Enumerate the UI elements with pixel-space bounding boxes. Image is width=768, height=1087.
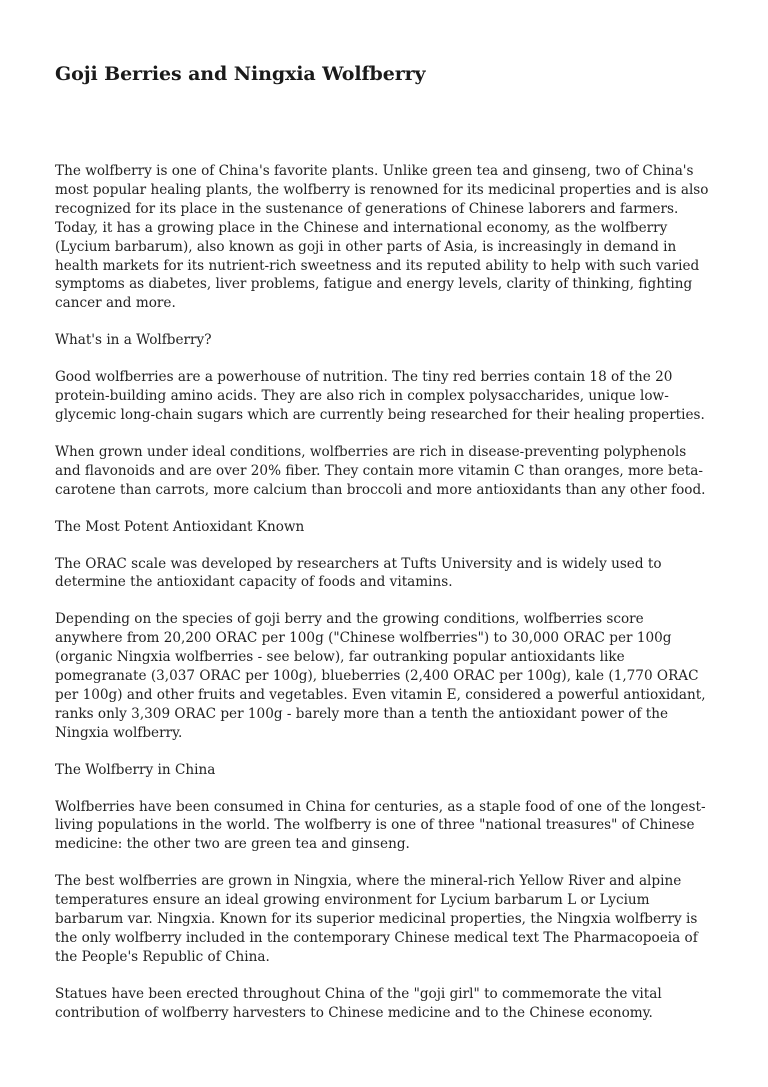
goji-girl-paragraph: Statues have been erected throughout China of the "goji girl" to commemorate the vital contribution of wolfberry harvesters to Chinese medicine and to the Chinese economy.	[55, 985, 662, 1021]
intro-paragraph: The wolfberry is one of China's favorite plants. Unlike green tea and ginseng, two of China's most popular healing plants, the wolfberry is renowned for its medicinal properties and is also recognized for its place in the sustenance of generations of Chinese laborers and farmers. Today, it has a growing place in the Chinese and international economy, as the wolfberry (Lycium barbarum), also known as goji in other parts of Asia, is increasingly in demand in health markets for its nutrient-rich sweetness and its reputed ability to help with such varied symptoms as diabetes, liver problems, fatigue and energy levels, clarity of thinking, fighting cancer and more.	[55, 163, 709, 312]
polyphenols-paragraph: When grown under ideal conditions, wolfberries are rich in disease-preventing polyphenols and flavonoids and are over 20% fiber. They contain more vitamin C than oranges, more beta-carotene than carrots, more calcium than broccoli and more antioxidants than any other food.	[55, 443, 706, 498]
section-heading-antioxidant: The Most Potent Antioxidant Known	[55, 518, 305, 535]
ningxia-paragraph: The best wolfberries are grown in Ningxia, where the mineral-rich Yellow River and alpine temperatures ensure an ideal growing environment for Lycium barbarum L or Lycium barbarum var. Ningxia. Known for its superior medicinal properties, the Ningxia wolfberry is the only wolfberry included in the contemporary Chinese medical text The Pharmacopoeia of the People's Republic of China.	[55, 873, 698, 965]
orac-scores-paragraph: Depending on the species of goji berry and the growing conditions, wolfberries score anywhere from 20,200 ORAC per 100g ("Chinese wolfberries") to 30,000 ORAC per 100g (organic Ningxia wolfberries - see below), far outranking popular antioxidants like pomegranate (3,037 ORAC per 100g), blueberries (2,400 ORAC per 100g), kale (1,770 ORAC per 100g) and other fruits and vegetables. Even vitamin E, considered a powerful antioxidant, ranks only 3,309 ORAC per 100g - barely more than a tenth the antioxidant power of the Ningxia wolfberry.	[55, 611, 706, 741]
section-heading-whats-in-a-wolfberry: What's in a Wolfberry?	[55, 332, 212, 349]
document-body	[55, 162, 715, 1023]
document-title: Goji Berries and Ningxia Wolfberry	[55, 63, 426, 85]
china-history-paragraph: Wolfberries have been consumed in China for centuries, as a staple food of one of the longest-living populations in the world. The wolfberry is one of three "national treasures" of Chinese medicine: the other two are green tea and ginseng.	[55, 798, 706, 853]
orac-scale-paragraph: The ORAC scale was developed by researchers at Tufts University and is widely used to determine the antioxidant capacity of foods and vitamins.	[55, 555, 662, 591]
document-page	[55, 0, 715, 1041]
nutrition-paragraph: Good wolfberries are a powerhouse of nutrition. The tiny red berries contain 18 of the 20 protein-building amino acids. They are also rich in complex polysaccharides, unique low-glycemic long-chain sugars which are currently being researched for their healing properties.	[55, 369, 705, 423]
section-heading-wolfberry-in-china: The Wolfberry in China	[55, 761, 216, 778]
